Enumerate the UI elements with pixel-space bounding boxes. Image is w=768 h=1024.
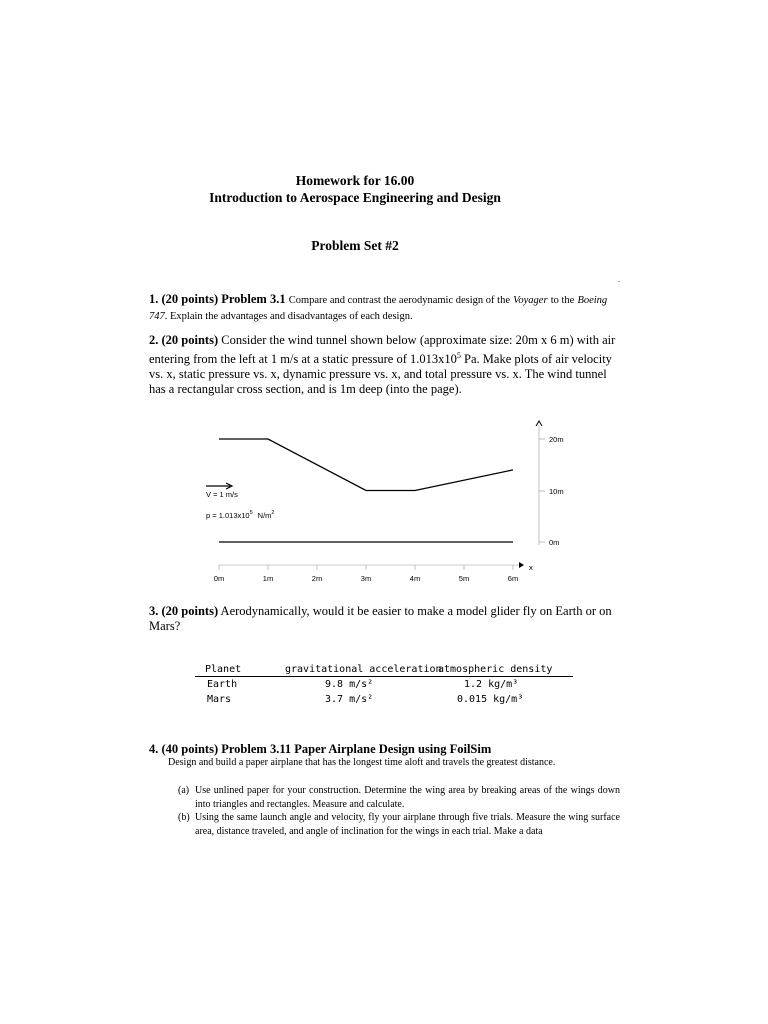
question-1 bbox=[149, 292, 617, 324]
question-3 bbox=[149, 604, 617, 634]
q2-text-b: Pa. Make plots of air velocity vs. x, static pressure vs. x, dynamic pressure vs. x, and total pressure vs. x. The wind tunnel has a rectangular cross section, and is 1m deep (into the page). bbox=[149, 352, 612, 397]
pressure-label: $p = 1.013x10^5$ $N/m^2$ bbox=[206, 510, 275, 520]
wind-tunnel-diagram bbox=[190, 415, 590, 590]
x-axis-label: x bbox=[529, 563, 533, 572]
table-header-density: atmospheric density bbox=[438, 664, 553, 675]
q1-text-c: . Explain the advantages and disadvantages of each design. bbox=[164, 311, 413, 322]
item-label: (a) bbox=[178, 785, 190, 796]
list-item bbox=[178, 784, 620, 811]
q1-boeing: Boeing 747 bbox=[149, 295, 608, 322]
table-rule bbox=[195, 676, 573, 677]
x-tick-label: 1m bbox=[262, 574, 274, 583]
x-tick-label: 6m bbox=[507, 574, 519, 583]
table-cell-earth: Earth bbox=[207, 679, 238, 690]
q1-voyager: Voyager bbox=[513, 295, 548, 306]
q2-label: 2. (20 points) bbox=[149, 333, 219, 347]
x-axis-arrow bbox=[519, 562, 524, 568]
question-4-heading bbox=[149, 742, 629, 757]
title-line-1: Homework for 16.00 bbox=[295, 173, 415, 188]
q1-text-b: to the bbox=[550, 295, 575, 306]
q2-exponent: 5 bbox=[456, 351, 461, 360]
q3-label: 3. (20 points) bbox=[149, 604, 219, 618]
y-tick-0m: 0m bbox=[549, 538, 560, 547]
item-text: Use unlined paper for your construction. Determine the wing area by breaking areas of the wings down into triangles and rectangles. Measure and calculate. bbox=[195, 785, 620, 810]
item-text: Using the same launch angle and velocity, fly your airplane through five trials. Measure the wing surface area, distance traveled, and angle of inclination for the wings in each trial. Make a data bbox=[195, 812, 620, 837]
problem-set-title: Problem Set #2 bbox=[311, 238, 399, 253]
tunnel-upper-wall bbox=[219, 439, 513, 491]
q1-text-a: Compare and contrast the aerodynamic design of the bbox=[288, 295, 511, 306]
q4-items bbox=[178, 784, 620, 838]
q4-label: 4. (40 points) Problem 3.11 Paper Airplane Design using FoilSim bbox=[149, 742, 492, 756]
q1-label: 1. (20 points) Problem 3.1 bbox=[149, 292, 286, 306]
tunnel-walls bbox=[219, 439, 513, 542]
list-item bbox=[178, 811, 620, 838]
table-cell-earth-gravity: 9.8 m/s² bbox=[325, 679, 374, 690]
q3-text: Aerodynamically, would it be easier to make a model glider fly on Earth or on Mars? bbox=[149, 604, 612, 633]
q4-intro: Design and build a paper airplane that has the longest time aloft and travels the greatest distance. bbox=[168, 757, 556, 768]
planet-table bbox=[195, 664, 575, 714]
table-cell-mars: Mars bbox=[207, 694, 232, 705]
item-label: (b) bbox=[178, 812, 190, 823]
x-tick-label: 4m bbox=[409, 574, 421, 583]
x-tick-label: 5m bbox=[458, 574, 470, 583]
table-cell-mars-density: 0.015 kg/m³ bbox=[457, 694, 524, 705]
y-tick-10m: 10m bbox=[549, 487, 564, 496]
y-tick-20m: 20m bbox=[549, 435, 564, 444]
stray-mark: - bbox=[618, 279, 620, 285]
x-tick-label: 0m bbox=[213, 574, 225, 583]
x-tick-label: 3m bbox=[360, 574, 372, 583]
q2-text-a: Consider the wind tunnel shown below (approximate size: 20m x 6 m) with air entering from the left at 1 m/s at a static pressure of 1.013x10 bbox=[149, 333, 616, 367]
table-cell-earth-density: 1.2 kg/m³ bbox=[464, 679, 519, 690]
table-header-gravity: gravitational acceleration bbox=[285, 664, 442, 675]
table-cell-mars-gravity: 3.7 m/s² bbox=[325, 694, 374, 705]
velocity-label: V = 1 m/s bbox=[206, 490, 238, 499]
title-line-2: Introduction to Aerospace Engineering and Design bbox=[209, 190, 501, 205]
question-2 bbox=[149, 333, 617, 397]
table-header-planet: Planet bbox=[205, 664, 242, 675]
x-tick-label: 2m bbox=[311, 574, 323, 583]
